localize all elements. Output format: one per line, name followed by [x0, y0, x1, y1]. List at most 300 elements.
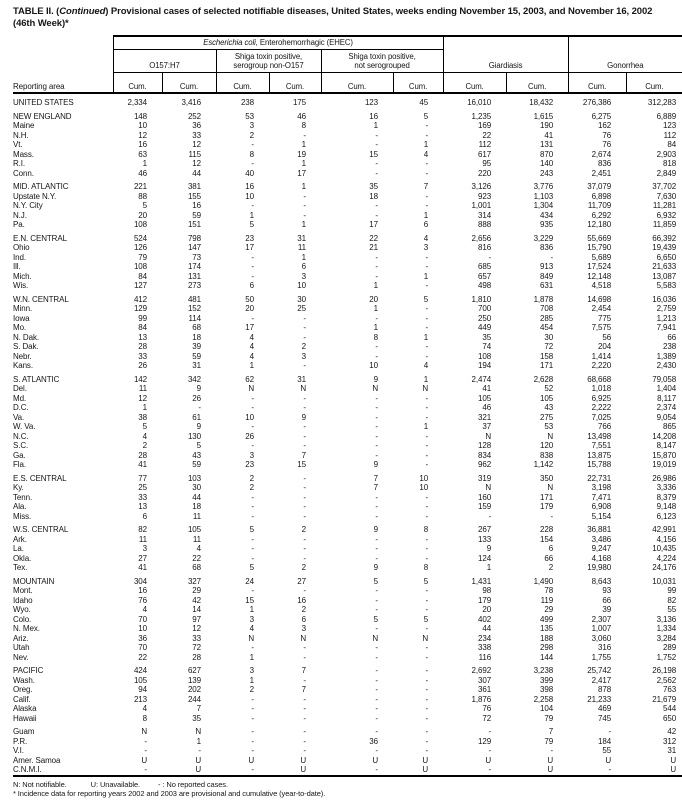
reporting-area-cell: N. Mex.: [13, 624, 40, 633]
value-cell: 11: [192, 511, 201, 521]
value-cell: U: [300, 755, 306, 765]
value-cell: N: [248, 633, 254, 643]
reporting-area-cell: Mo.: [13, 323, 27, 332]
value-cell: 3,284: [656, 633, 677, 643]
reporting-area-cell: Va.: [13, 412, 25, 422]
value-cell: 44: [192, 492, 201, 502]
cum-col-header: Cum.: [626, 72, 682, 93]
value-cell: 123: [364, 98, 378, 107]
reporting-area-cell: P.R.: [13, 736, 28, 746]
value-cell: N: [485, 431, 492, 441]
reporting-area-cell: Ohio: [13, 243, 30, 252]
value-cell: -: [550, 252, 554, 262]
reporting-area-cell: UNITED STATES: [13, 98, 74, 107]
value-cell: 31: [297, 233, 306, 243]
value-cell: 66: [602, 595, 612, 605]
value-cell: 449: [478, 323, 492, 332]
value-cell: -: [375, 765, 378, 774]
value-cell: 1: [249, 652, 254, 662]
value-cell: 39: [602, 605, 612, 614]
value-cell: -: [425, 586, 429, 595]
o157-subgroup-header: O157:H7: [113, 49, 216, 72]
value-cell: 171: [540, 492, 554, 502]
value-cell: U: [547, 755, 554, 765]
value-cell: 321: [478, 412, 492, 422]
value-cell: 108: [133, 262, 147, 271]
value-cell: -: [425, 643, 429, 652]
value-cell: 2,307: [591, 614, 612, 624]
value-cell: 17: [245, 243, 254, 252]
value-cell: -: [375, 393, 378, 403]
value-cell: 2,454: [591, 304, 612, 313]
table-row: [13, 140, 682, 150]
value-cell: 1,431: [471, 576, 492, 586]
value-cell: 3: [249, 450, 254, 460]
value-cell: 21,679: [652, 694, 677, 704]
value-cell: 68: [192, 323, 201, 332]
table-row: [13, 304, 682, 314]
value-cell: 43: [544, 403, 554, 412]
cum-col-header: Cum.: [162, 72, 216, 93]
table-row: [13, 230, 682, 244]
value-cell: 13,087: [652, 271, 677, 281]
footnote-no-cases: - : No reported cases.: [158, 779, 228, 789]
value-cell: 11: [138, 534, 147, 544]
table-row: [13, 178, 682, 192]
reporting-area-cell: N.Y. City: [13, 201, 43, 210]
value-cell: 19,980: [587, 563, 612, 572]
value-cell: -: [425, 281, 429, 290]
value-cell: 3,198: [591, 483, 612, 492]
value-cell: 1,490: [533, 576, 554, 586]
value-cell: 16: [138, 586, 147, 595]
value-cell: 1: [423, 210, 429, 220]
value-cell: -: [251, 765, 254, 774]
value-cell: 1: [301, 220, 306, 229]
value-cell: 28: [138, 342, 147, 351]
value-cell: 120: [540, 441, 554, 450]
value-cell: -: [251, 313, 254, 323]
value-cell: 46: [297, 111, 306, 121]
value-cell: N: [547, 483, 554, 492]
value-cell: 33: [192, 130, 201, 140]
value-cell: 9: [373, 525, 378, 534]
value-cell: 20: [369, 294, 378, 304]
value-cell: -: [375, 262, 378, 271]
table-row: [13, 662, 682, 676]
value-cell: 160: [478, 492, 492, 502]
value-cell: N: [300, 633, 306, 643]
value-cell: 11: [297, 243, 306, 252]
value-cell: 4,224: [656, 553, 677, 563]
value-cell: 26,986: [652, 473, 677, 483]
value-cell: 18: [192, 332, 201, 342]
value-cell: 155: [187, 191, 201, 201]
value-cell: 1,334: [656, 624, 677, 633]
value-cell: 350: [540, 473, 554, 483]
value-cell: 3: [142, 544, 147, 553]
reporting-area-cell: Del.: [13, 384, 27, 393]
value-cell: 28: [138, 450, 147, 460]
value-cell: -: [251, 262, 254, 271]
value-cell: U: [605, 755, 612, 765]
table-row: [13, 262, 682, 272]
table-row: [13, 201, 682, 211]
value-cell: 17: [297, 168, 306, 178]
value-cell: U: [195, 765, 201, 774]
reporting-area-cell: Mass.: [13, 149, 34, 159]
value-cell: 131: [187, 271, 201, 281]
value-cell: 8: [423, 563, 429, 572]
value-cell: 7: [423, 182, 429, 191]
value-cell: 469: [598, 704, 612, 713]
value-cell: -: [425, 168, 429, 178]
value-cell: 97: [192, 614, 201, 624]
value-cell: 6,925: [591, 393, 612, 403]
value-cell: 61: [192, 412, 201, 422]
value-cell: 1,389: [656, 351, 677, 361]
footnote-legend: [13, 780, 673, 790]
value-cell: 78: [544, 586, 554, 595]
value-cell: -: [375, 252, 378, 262]
value-cell: -: [251, 713, 254, 723]
value-cell: 1: [249, 210, 254, 220]
value-cell: 267: [478, 525, 492, 534]
value-cell: 19: [297, 149, 306, 159]
table-row: [13, 352, 682, 362]
value-cell: 43: [192, 450, 201, 460]
reporting-area-cell: Tenn.: [13, 492, 33, 502]
value-cell: 2: [301, 605, 306, 614]
value-cell: -: [375, 675, 378, 685]
value-cell: 2: [301, 342, 306, 351]
table-row: [13, 291, 682, 305]
value-cell: 1: [373, 304, 378, 313]
notifiable-diseases-table: [13, 35, 682, 777]
reporting-area-cell: Wash.: [13, 675, 35, 685]
value-cell: -: [608, 727, 612, 736]
value-cell: 381: [187, 182, 201, 191]
value-cell: 5: [373, 576, 378, 586]
table-row: [13, 535, 682, 545]
value-cell: 159: [478, 502, 492, 511]
value-cell: 2,334: [127, 98, 147, 107]
value-cell: -: [375, 412, 378, 422]
table-row: [13, 704, 682, 714]
value-cell: 4,156: [656, 534, 677, 544]
value-cell: -: [488, 252, 492, 262]
reporting-area-cell: Idaho: [13, 595, 33, 605]
table-row: [13, 714, 682, 724]
value-cell: -: [303, 652, 306, 662]
reporting-area-cell: Vt.: [13, 140, 23, 149]
value-cell: 1,404: [656, 384, 677, 393]
value-cell: 4: [142, 605, 147, 614]
reporting-area-cell: Kans.: [13, 361, 33, 370]
value-cell: 93: [602, 586, 612, 595]
value-cell: 35: [192, 713, 201, 723]
value-cell: 424: [133, 666, 147, 675]
title-line2: (46th Week)*: [13, 17, 69, 29]
reporting-area-cell: Guam: [13, 727, 35, 736]
reporting-area-cell: D.C.: [13, 403, 29, 412]
giardiasis-group-header: Giardiasis: [443, 36, 568, 72]
value-cell: 55,669: [587, 233, 612, 243]
value-cell: 12: [192, 140, 201, 149]
table-row: [13, 695, 682, 705]
table-row: [13, 333, 682, 343]
value-cell: 1,878: [533, 294, 554, 304]
value-cell: 5: [423, 576, 429, 586]
value-cell: 9: [486, 544, 492, 553]
value-cell: 53: [544, 422, 554, 431]
value-cell: -: [251, 704, 254, 713]
cum-col-header: Cum.: [321, 72, 393, 93]
value-cell: -: [425, 262, 429, 271]
value-cell: 12: [138, 130, 147, 140]
value-cell: 8: [423, 525, 429, 534]
reporting-area-cell: Ala.: [13, 502, 27, 511]
value-cell: 2,258: [533, 694, 554, 704]
value-cell: 50: [245, 294, 254, 304]
value-cell: 112: [478, 140, 492, 149]
value-cell: -: [375, 403, 378, 412]
value-cell: 9: [373, 460, 378, 469]
table-row: [13, 272, 682, 282]
value-cell: 312,283: [647, 98, 677, 107]
value-cell: -: [425, 666, 429, 675]
value-cell: 10,435: [652, 544, 677, 553]
value-cell: -: [251, 553, 254, 563]
value-cell: 7,941: [656, 323, 677, 332]
footnote-incidence: * Incidence data for reporting years 2002 and 2003 are provisional and cumulative (year-to-date).: [13, 789, 326, 798]
reporting-area-cell: S. Dak.: [13, 342, 39, 351]
reporting-area-cell: Md.: [13, 393, 27, 403]
value-cell: 84: [138, 323, 147, 332]
value-cell: 128: [478, 441, 492, 450]
value-cell: -: [303, 694, 306, 704]
reporting-area-cell: Alaska: [13, 704, 37, 713]
value-cell: -: [425, 412, 429, 422]
value-cell: 4: [423, 233, 429, 243]
value-cell: -: [425, 130, 429, 140]
value-cell: 763: [663, 685, 677, 694]
value-cell: 21: [369, 243, 378, 252]
value-cell: -: [303, 473, 306, 483]
value-cell: 1,103: [533, 191, 554, 201]
reporting-area-cell: N.H.: [13, 130, 29, 140]
title-line1: TABLE II. (Continued) Provisional cases of selected notifiable diseases, United States, weeks ending November 15, 2003, and November 16, 2002: [13, 6, 653, 17]
value-cell: 135: [540, 624, 554, 633]
value-cell: 4: [196, 544, 201, 553]
value-cell: 15: [369, 149, 378, 159]
value-cell: 5: [142, 422, 147, 431]
value-cell: 9,148: [656, 502, 677, 511]
value-cell: 15: [297, 460, 306, 469]
value-cell: -: [303, 643, 306, 652]
value-cell: 3,336: [656, 483, 677, 492]
value-cell: -: [303, 422, 306, 431]
value-cell: -: [375, 130, 378, 140]
value-cell: 23: [245, 233, 254, 243]
value-cell: N: [422, 384, 429, 393]
value-cell: 21,633: [652, 262, 677, 271]
value-cell: -: [425, 460, 429, 469]
table-row: [13, 643, 682, 653]
cum-col-header: Cum.: [216, 72, 269, 93]
value-cell: 913: [540, 262, 554, 271]
value-cell: 59: [192, 460, 201, 469]
value-cell: 19,439: [652, 243, 677, 252]
value-cell: 818: [663, 159, 677, 168]
value-cell: 524: [133, 233, 147, 243]
value-cell: 1: [423, 374, 429, 384]
value-cell: 14: [192, 605, 201, 614]
table-row: [13, 192, 682, 202]
value-cell: 55: [602, 746, 612, 755]
value-cell: 154: [540, 534, 554, 544]
value-cell: 7: [301, 685, 306, 694]
value-cell: 25,742: [587, 666, 612, 675]
value-cell: 84: [138, 271, 147, 281]
value-cell: 5,583: [656, 281, 677, 290]
cum-col-header: Cum.: [506, 72, 568, 93]
value-cell: 41: [482, 384, 492, 393]
value-cell: -: [425, 694, 429, 704]
table-row: [13, 413, 682, 423]
value-cell: 169: [478, 121, 492, 130]
value-cell: 7: [301, 450, 306, 460]
value-cell: 849: [540, 271, 554, 281]
value-cell: 79: [544, 736, 554, 746]
value-cell: -: [303, 502, 306, 511]
cum-col-header: Cum.: [393, 72, 443, 93]
value-cell: 77: [138, 473, 147, 483]
reporting-area-cell: W. Va.: [13, 422, 36, 431]
value-cell: 18: [192, 502, 201, 511]
value-cell: 6,292: [591, 210, 612, 220]
value-cell: 6,932: [656, 210, 677, 220]
value-cell: 52: [544, 384, 554, 393]
value-cell: 104: [540, 704, 554, 713]
value-cell: 685: [478, 262, 492, 271]
value-cell: -: [251, 534, 254, 544]
value-cell: 7: [196, 704, 201, 713]
table-header: [13, 36, 682, 93]
value-cell: N: [248, 384, 254, 393]
value-cell: 5: [249, 220, 254, 229]
value-cell: 2,451: [591, 168, 612, 178]
value-cell: 2: [142, 441, 147, 450]
value-cell: 10: [245, 412, 254, 422]
value-cell: 130: [187, 431, 201, 441]
value-cell: 5: [249, 525, 254, 534]
value-cell: 22: [192, 553, 201, 563]
reporting-area-cell: Utah: [13, 643, 30, 652]
value-cell: U: [422, 755, 429, 765]
value-cell: 35: [369, 182, 378, 191]
value-cell: 73: [192, 252, 201, 262]
value-cell: 4,168: [591, 553, 612, 563]
table-row: [13, 483, 682, 493]
reporting-area-cell: Ill.: [13, 262, 21, 271]
value-cell: 76: [602, 130, 612, 140]
value-cell: 775: [598, 313, 612, 323]
table-row: [13, 243, 682, 253]
table-row: [13, 131, 682, 141]
cum-col-header: Cum.: [443, 72, 506, 93]
value-cell: 14,208: [652, 431, 677, 441]
value-cell: 66,392: [652, 233, 677, 243]
value-cell: 252: [187, 111, 201, 121]
value-cell: 13: [138, 332, 147, 342]
value-cell: 8: [249, 149, 254, 159]
value-cell: -: [488, 727, 492, 736]
table-row: [13, 323, 682, 333]
value-cell: 250: [478, 313, 492, 323]
value-cell: 2,562: [656, 675, 677, 685]
value-cell: 114: [188, 313, 201, 323]
value-cell: 59: [192, 210, 201, 220]
value-cell: 2,222: [591, 403, 612, 412]
value-cell: 41: [138, 563, 147, 572]
table-row: [13, 384, 682, 394]
value-cell: -: [251, 492, 254, 502]
value-cell: -: [425, 393, 429, 403]
value-cell: 37,079: [587, 182, 612, 191]
table-row: [13, 605, 682, 615]
value-cell: -: [375, 168, 378, 178]
value-cell: 152: [187, 304, 201, 313]
value-cell: 76: [482, 704, 492, 713]
value-cell: 9: [196, 422, 201, 431]
value-cell: -: [375, 652, 378, 662]
value-cell: 1,755: [591, 652, 612, 662]
value-cell: 9,054: [656, 412, 677, 422]
value-cell: 26: [192, 393, 201, 403]
value-cell: -: [251, 403, 254, 412]
value-cell: -: [425, 159, 429, 168]
value-cell: 39: [192, 342, 201, 351]
value-cell: 194: [478, 361, 492, 370]
value-cell: 6,650: [656, 252, 677, 262]
value-cell: 162: [598, 121, 612, 130]
value-cell: 314: [478, 210, 492, 220]
value-cell: 7: [373, 483, 378, 492]
value-cell: 133: [478, 534, 492, 544]
value-cell: 1: [423, 271, 429, 281]
value-cell: 35: [482, 332, 492, 342]
value-cell: 6,275: [591, 111, 612, 121]
value-cell: 5: [196, 441, 201, 450]
value-cell: -: [375, 624, 378, 633]
value-cell: 481: [187, 294, 201, 304]
value-cell: 18,432: [529, 98, 554, 107]
value-cell: 16: [138, 140, 147, 149]
value-cell: 10: [245, 191, 254, 201]
value-cell: -: [375, 492, 378, 502]
value-cell: -: [375, 727, 378, 736]
value-cell: 275: [540, 412, 554, 422]
value-cell: -: [198, 746, 201, 755]
value-cell: -: [425, 351, 429, 361]
table-row: [13, 615, 682, 625]
reporting-area-cell: Maine: [13, 121, 35, 130]
value-cell: 105: [133, 675, 147, 685]
value-cell: 5: [249, 563, 254, 572]
value-cell: 30: [297, 294, 306, 304]
value-cell: 24: [245, 576, 254, 586]
